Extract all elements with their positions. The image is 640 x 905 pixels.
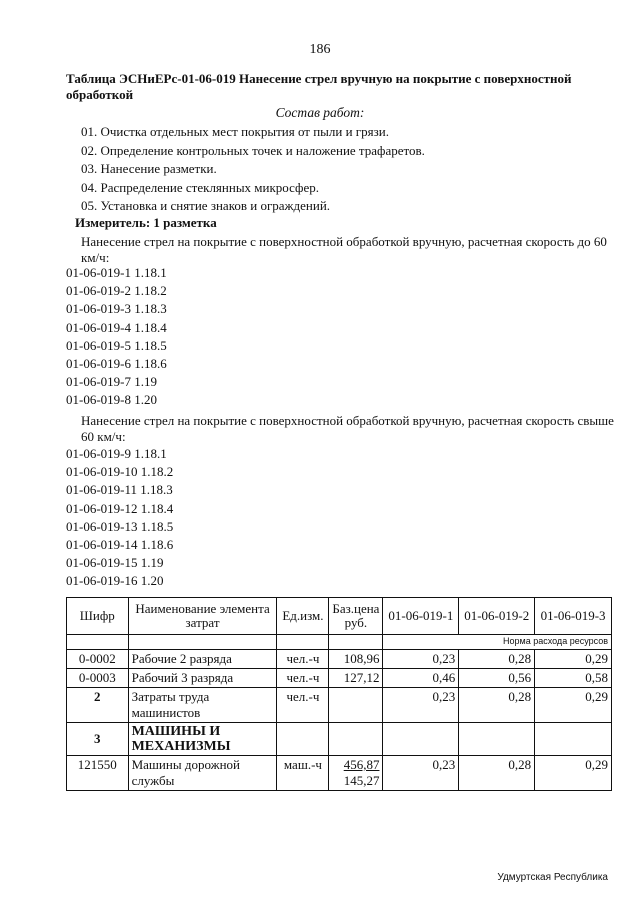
- row-v2: 0,56: [459, 669, 535, 688]
- header-name: Наименование элемента затрат: [128, 598, 277, 635]
- resources-table: [66, 597, 612, 791]
- description-up-to-60: Нанесение стрел на покрытие с поверхностной обработкой вручную, расчетная скорость до 60 км/ч:: [81, 234, 607, 265]
- row-code: 2: [67, 688, 129, 723]
- section-row: [67, 723, 612, 756]
- table-title: Таблица ЭСНиЕРс-01-06-019 Нанесение стрел вручную на покрытие с поверхностной обработкой: [66, 71, 572, 102]
- row-unit: маш.-ч: [277, 756, 329, 791]
- row-unit: чел.-ч: [277, 669, 329, 688]
- footer-region: Удмуртская Республика: [497, 872, 608, 883]
- work-item: 01. Очистка отдельных мест покрытия от пыли и грязи.: [81, 124, 389, 139]
- price-top: 456,87: [343, 757, 380, 772]
- code-item: 01-06-019-1 1.18.1: [66, 265, 167, 280]
- code-item: 01-06-019-5 1.18.5: [66, 337, 167, 353]
- work-item: 03. Нанесение разметки.: [81, 161, 217, 176]
- work-item: 04. Распределение стеклянных микросфер.: [81, 179, 319, 195]
- table-header-row: [67, 598, 612, 635]
- section-code: 3: [67, 723, 129, 756]
- price-bottom: 145,27: [343, 773, 380, 788]
- section-name: МАШИНЫ И МЕХАНИЗМЫ: [128, 723, 277, 756]
- code-item: 01-06-019-12 1.18.4: [66, 500, 174, 516]
- code-item: 01-06-019-11 1.18.3: [66, 482, 173, 498]
- code-item: 01-06-019-4 1.18.4: [66, 319, 167, 335]
- measure-unit: Измеритель: 1 разметка: [75, 215, 217, 230]
- row-v2: 0,28: [459, 756, 535, 791]
- row-v3: 0,58: [535, 669, 612, 688]
- row-v3: 0,29: [535, 650, 612, 669]
- row-v1: 0,23: [383, 688, 459, 723]
- row-code: 121550: [67, 756, 129, 791]
- page-number: 186: [309, 42, 331, 57]
- row-v2: 0,28: [459, 650, 535, 669]
- row-unit: чел.-ч: [277, 688, 329, 723]
- row-v3: 0,29: [535, 688, 612, 723]
- code-item: 01-06-019-14 1.18.6: [66, 536, 174, 552]
- row-v3: 0,29: [535, 756, 612, 791]
- row-price: [329, 756, 383, 791]
- row-unit: чел.-ч: [277, 650, 329, 669]
- header-col3: 01-06-019-3: [535, 598, 612, 635]
- work-items-list: [81, 123, 621, 216]
- header-unit: Ед.изм.: [277, 598, 329, 635]
- code-item: 01-06-019-16 1.20: [66, 573, 164, 589]
- code-item: 01-06-019-6 1.18.6: [66, 355, 167, 371]
- code-item: 01-06-019-2 1.18.2: [66, 283, 167, 299]
- codes-list-2: [66, 445, 173, 591]
- code-item: 01-06-019-3 1.18.3: [66, 301, 167, 317]
- header-col2: 01-06-019-2: [459, 598, 535, 635]
- row-name: Рабочие 2 разряда: [128, 650, 277, 669]
- work-item: 02. Определение контрольных точек и наложение трафаретов.: [81, 142, 425, 158]
- code-item: 01-06-019-15 1.19: [66, 555, 164, 571]
- table-row: [67, 756, 612, 791]
- header-col1: 01-06-019-1: [383, 598, 459, 635]
- code-item: 01-06-019-9 1.18.1: [66, 446, 167, 461]
- composition-label: Состав работ:: [275, 105, 365, 120]
- row-name: Затраты труда машинистов: [128, 688, 277, 723]
- work-item: 05. Установка и снятие знаков и ограждений.: [81, 198, 331, 213]
- row-name: Рабочий 3 разряда: [128, 669, 277, 688]
- code-item: 01-06-019-7 1.19: [66, 374, 157, 390]
- row-v1: 0,46: [383, 669, 459, 688]
- row-price: 108,96: [329, 650, 383, 669]
- row-code: 0-0002: [67, 650, 129, 669]
- code-item: 01-06-019-8 1.20: [66, 392, 157, 408]
- row-v2: 0,28: [459, 688, 535, 723]
- row-v1: 0,23: [383, 650, 459, 669]
- header-code: Шифр: [67, 598, 129, 635]
- table-row: [67, 650, 612, 669]
- row-price: [329, 688, 383, 723]
- table-row: [67, 669, 612, 688]
- norm-label: Норма расхода ресурсов: [383, 635, 612, 650]
- codes-list-1: [66, 264, 167, 410]
- description-over-60: Нанесение стрел на покрытие с поверхностной обработкой вручную, расчетная скорость свыше 60 км/ч:: [81, 413, 614, 444]
- row-name: Машины дорожной службы: [128, 756, 277, 791]
- code-item: 01-06-019-13 1.18.5: [66, 518, 174, 534]
- row-price: 127,12: [329, 669, 383, 688]
- norm-label-row: [67, 635, 612, 650]
- code-item: 01-06-019-10 1.18.2: [66, 464, 174, 480]
- table-row: [67, 688, 612, 723]
- row-v1: 0,23: [383, 756, 459, 791]
- row-code: 0-0003: [67, 669, 129, 688]
- header-price: Баз.цена руб.: [329, 598, 383, 635]
